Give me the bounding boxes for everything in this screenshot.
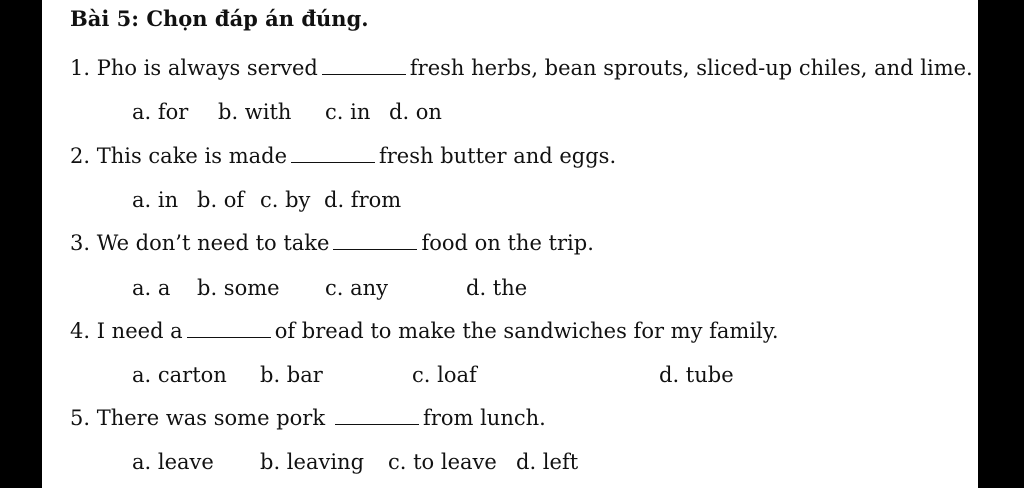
question-4-text-after: of bread to make the sandwiches for my family.	[274, 319, 779, 343]
q5-option-d: d. left	[516, 450, 579, 474]
question-1	[70, 56, 973, 80]
question-2-text-before: 2. This cake is made	[70, 144, 287, 168]
question-2-blank	[291, 147, 375, 163]
question-1-text-before: 1. Pho is always served	[70, 56, 318, 80]
question-1-text-after: fresh herbs, bean sprouts, sliced-up chiles, and lime.	[409, 56, 973, 80]
question-3-blank	[333, 234, 417, 250]
question-4-text-before: 4. I need a	[70, 319, 183, 343]
question-5-blank	[335, 409, 419, 425]
q5-option-a: a. leave	[132, 450, 214, 474]
question-3-text-before: 3. We don’t need to take	[70, 231, 330, 255]
question-5-text-before: 5. There was some pork	[70, 406, 326, 430]
q4-option-d: d. tube	[659, 363, 734, 387]
question-3	[70, 231, 594, 255]
question-5	[70, 406, 546, 430]
q4-option-c: c. loaf	[412, 363, 477, 387]
worksheet-page	[42, 0, 978, 488]
question-3-text-after: food on the trip.	[421, 231, 594, 255]
q4-option-b: b. bar	[260, 363, 323, 387]
q1-option-c: c. in	[325, 100, 371, 124]
q5-option-c: c. to leave	[388, 450, 497, 474]
q5-option-b: b. leaving	[260, 450, 365, 474]
q1-option-d: d. on	[389, 100, 442, 124]
question-1-blank	[322, 59, 406, 75]
question-5-text-after: from lunch.	[423, 406, 546, 430]
question-2-text-after: fresh butter and eggs.	[379, 144, 617, 168]
q3-option-a: a. a	[132, 276, 171, 300]
q1-option-a: a. for	[132, 100, 189, 124]
question-2	[70, 144, 616, 168]
q2-option-b: b. of	[197, 188, 245, 212]
q2-option-a: a. in	[132, 188, 179, 212]
q3-option-d: d. the	[466, 276, 528, 300]
question-4	[70, 319, 779, 343]
q2-option-d: d. from	[324, 188, 402, 212]
question-4-blank	[187, 322, 271, 338]
q3-option-c: c. any	[325, 276, 389, 300]
q3-option-b: b. some	[197, 276, 280, 300]
q1-option-b: b. with	[218, 100, 292, 124]
q4-option-a: a. carton	[132, 363, 227, 387]
q2-option-c: c. by	[260, 188, 311, 212]
exercise-title: Bài 5: Chọn đáp án đúng.	[70, 6, 369, 31]
